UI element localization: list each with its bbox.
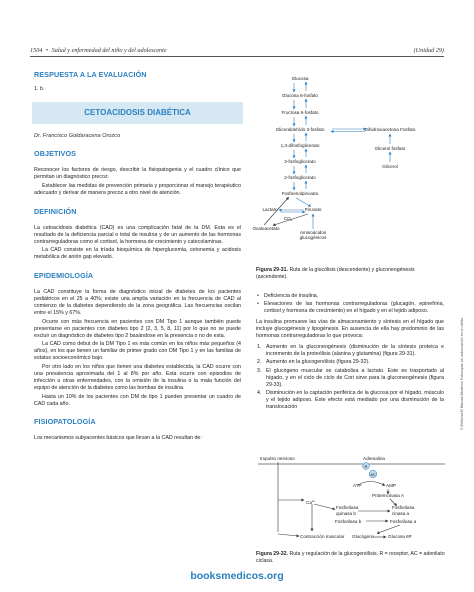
node-aminoacidos: Aminoácidos	[299, 230, 327, 235]
answer-value: 1. b.	[34, 86, 45, 92]
label-fa: Fosforilasa a	[390, 519, 417, 524]
objetivos-p2: Establecer las medidas de prevención primaria y proporcionar el manejo terapéutico adecuado y derivar de manera precoz a otro nivel de atención.	[34, 182, 241, 196]
node-f6p: Fructosa 6-fosfato	[281, 110, 319, 115]
book-title: Salud y enfermedad del niño y del adolescente	[51, 47, 167, 54]
ca-superscript: 2+	[311, 499, 316, 503]
label-amp: AMP	[386, 483, 396, 488]
receptor-label: R	[364, 463, 368, 469]
node-glicerolf: Glicerol fosfato	[374, 146, 406, 151]
epidemiologia-p5: Hasta un 10% de los pacientes con DM de tipo 1 pueden presentar un cuadro de CAD cada año.	[34, 393, 241, 407]
numbered-item	[256, 390, 444, 411]
figure-29-31-caption	[256, 267, 446, 280]
epidemiologia-p1: La CAD constituye la forma de diagnóstico inicial de diabetes de los pacientes pediátricos en el 25 a 40%; existe una amplia variación en la frecuencia de CAD al comienzo de la diabetes dependiendo de la zona geográfica. Las frecuencias oscilan entre el 15% y 67%.	[34, 289, 241, 317]
label-fb: Fosforilasa b	[335, 519, 362, 524]
item-number: 1.	[257, 344, 262, 351]
node-bpg: 1,3-difosfoglicerato	[280, 143, 320, 148]
chapter-author: Dr. Francisco Goldaracena Orozco	[34, 133, 121, 139]
arrow-ca-fk	[314, 504, 334, 509]
answer-heading: RESPUESTA A LA EVALUACIÓN	[34, 70, 147, 79]
page-number: 1504	[30, 47, 43, 54]
label-pka: Proteincinasa A	[372, 493, 404, 498]
chapter-title: CETOACIDOSIS DIABÉTICA	[84, 108, 191, 117]
page-header-left: 1504 • Salud y enfermedad del niño y del adolescente	[30, 47, 167, 54]
node-glucosa: Glucosa	[291, 76, 309, 81]
definicion-heading: DEFINICIÓN	[34, 206, 77, 216]
figure-29-31-label: Figura 29-31.	[256, 267, 289, 273]
definicion-p2: La CAD consiste en la tríada bioquímica de hiperglucemia, cetonemia y acidosis metabólica de anión gap elevado.	[34, 247, 241, 261]
node-piruvato: Piruvato	[304, 207, 322, 212]
numbered-item	[256, 368, 444, 389]
arrow-to-contraccion	[278, 534, 298, 536]
node-glucogenicos: glucogénicos	[299, 235, 327, 240]
item-text: Aumento en la gluconeogénesis (disminución de la síntesis proteica e incremento de la proteólisis (alanina y glutamina) (figura 29-31).	[266, 344, 444, 358]
item-text: El glucógeno muscular se catabolisa a lactato. Este es trasportado al hígado, y en el ciclo de ciclo de Cori sirve para la gluconeogénesis (figura 29-33).	[266, 367, 444, 388]
node-co2	[284, 216, 293, 222]
node-dhap-label: Dihidroxiacetona Fosfato	[364, 127, 416, 132]
arrow-pep-piruvato	[296, 198, 310, 206]
co2-label: CO	[283, 216, 291, 221]
epidemiologia-text	[34, 289, 241, 407]
epidemiologia-p4: Por otro lado en los niños que tienen una diabetes establecida, la CAD ocurre con una prevalencia aproximada del 1 al 8% por año. Esta ocurre con episodios de infección u otras enfermedades, con la omisión de la insulina o la mala función del equipo de atención de la diabetes como las bombas de insulina.	[34, 363, 241, 391]
ac-label: AC	[370, 472, 376, 477]
figure-29-31-text: Ruta de la glucólisis (descendente) y gluconeogénesis (ascendente).	[256, 267, 415, 280]
label-fc: Fosforilasa	[392, 505, 415, 510]
fisiopatologia-heading: FISIOPATOLOGÍA	[34, 416, 96, 426]
label-contraccion: Contracción muscular	[300, 534, 345, 539]
node-glicerol: Glicerol	[382, 164, 398, 169]
numbered-list	[256, 344, 444, 411]
item-text: Disminución en la captación periférica de la glucosa por el hígado, músculo y el tejido adiposo. Este efecto está mediado por una disminución de la translocación	[266, 389, 444, 410]
label-atp: ATP	[353, 483, 362, 488]
label-fc2: cinasa a	[392, 511, 410, 516]
header-rule	[30, 56, 444, 57]
figure-29-32-caption	[256, 551, 446, 564]
item-number: 3.	[257, 367, 262, 374]
epidemiologia-heading: EPIDEMIOLOGÍA	[34, 271, 94, 281]
node-lactato: Lactato	[262, 207, 278, 212]
copyright-sidebar: © Editorial El Manual Moderno Fotocopiar sin autorización es un delito.	[460, 316, 464, 430]
node-pep: Fosfoenolpiruvato	[281, 191, 319, 196]
arrow-atp-amp	[358, 482, 384, 486]
unit-label: (Unidad 29)	[413, 47, 444, 54]
node-g6p: Glucosa 6-fosfato	[281, 93, 319, 98]
numbered-item	[256, 344, 444, 358]
glycolysis-diagram	[250, 64, 450, 264]
item-text: Aumento en la glucogenólisis (figura 29-32).	[266, 359, 370, 366]
arrow-piruvato-oxalo	[274, 214, 308, 225]
label-glucogeno: Glucógeno	[352, 534, 375, 539]
definicion-p1: La cetoacidosis diabética (CAD) es una complicación fatal de la DM. Esta es el resultado de la deficiencia parcial o total de insulina y de un aumento de las hormonas contrarreguladoras como el cortisol, la hormona de crecimiento y catecolaminas.	[34, 224, 241, 245]
figure-29-32-label: Figura 29-32.	[256, 551, 289, 557]
glycogenolysis-diagram	[250, 452, 450, 552]
left-column	[34, 60, 241, 443]
footer-site: booksmedicos.org	[190, 570, 284, 582]
label-fk: Fosforilasa	[336, 505, 359, 510]
definicion-text	[34, 225, 241, 262]
bullet-item: • Deficiencia de insulina.	[256, 293, 444, 300]
objetivos-heading: OBJETIVOS	[34, 149, 77, 158]
node-pg3: 3-fosfoglicerato	[284, 159, 316, 164]
objetivos-p1: Reconocer los factores de riesgo, describir la fisiopatogenia y el cuadro clínico que permitan un diagnóstico precoz.	[34, 167, 241, 180]
epidemiologia-p3: La CAD como debut de la DM Tipo 1 es más común en los niños más pequeños (4 años), en los que tienen un familiar de primer grado con DM Tipo 1 y en las familias de estatus socioeconómico bajo.	[34, 341, 241, 362]
figure-29-32-text: Ruta y regulación de la glucogenólisis. R = receptor, AC = adenilato ciclasa.	[256, 551, 445, 564]
item-number: 2.	[257, 359, 262, 366]
node-dhap	[365, 127, 416, 132]
label-adrenalina: Adrenalina	[363, 456, 385, 461]
label-impulso: Impulso nervioso	[260, 456, 295, 461]
fisiopatologia-bullets	[256, 293, 444, 315]
fisiopatologia-p1: Los mecanismos subyacentes básicos que llevan a la CAD resultan de:	[34, 434, 202, 441]
node-oxaloacetato: Oxaloacetato	[252, 226, 280, 231]
arrow-fa-glucogeno	[378, 525, 400, 533]
label-fk2: quinasa b	[336, 511, 356, 516]
item-number: 4.	[257, 389, 262, 396]
node-pg2: 2-fosfoglicerato	[284, 175, 316, 180]
numbered-item	[256, 359, 444, 366]
label-g6p: Glucosa 6P	[388, 534, 412, 539]
ca-label: Ca	[306, 500, 312, 505]
fisiopatologia-text	[34, 435, 241, 442]
objetivos-text	[34, 167, 241, 197]
right-column-text	[256, 293, 444, 412]
node-ga3p: Gliceraldehído 3-fosfato	[275, 127, 325, 132]
co2-subscript: 2	[290, 218, 293, 222]
bullet-item: • Elevaciones de las hormonas contrarreguladoras (glucagón, epinefrina, cortisol y hormona de crecimiento) en el hígado y en el tejido adiposo.	[256, 301, 444, 315]
right-p1: La insulina promueve las vías de almacenamiento y síntesis en el hígado que incluye glucogénesis y lipogénesis. En ausencia de ella hay predominio de las hormonas contrarreguladoras lo que provoca:	[256, 319, 444, 340]
epidemiologia-p2: Ocurre con más frecuencia en pacientes con DM Tipo 1 aunque también puede presentarse en pacientes con diabetes tipo 2 (2, 3, 5, 8, 11) por lo que no se puede excluir un diagnóstico de diabetes tipo 2 basándose en la presencia o no de esta.	[34, 318, 241, 339]
chapter-title-band	[34, 102, 241, 124]
